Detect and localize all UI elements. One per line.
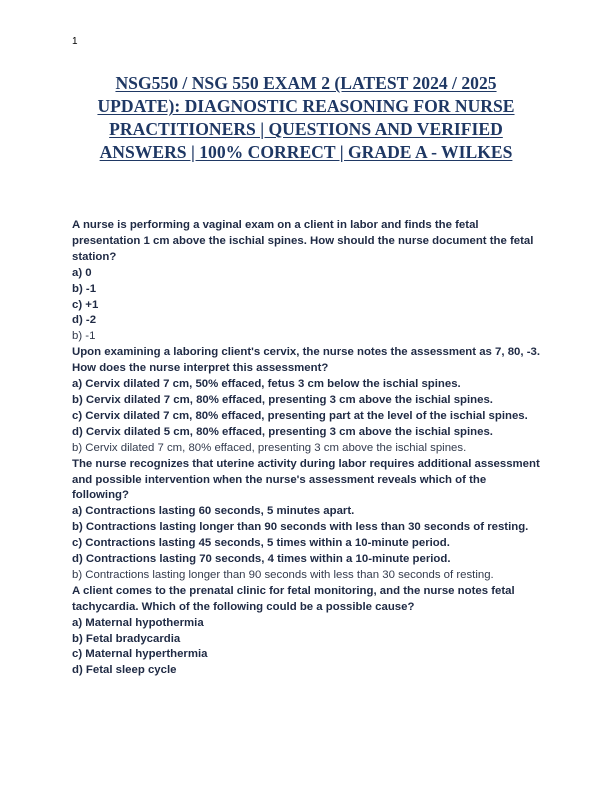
- answer-option: c) Cervix dilated 7 cm, 80% effaced, presenting part at the level of the ischial spines.: [72, 409, 528, 422]
- page-number: 1: [72, 36, 78, 47]
- answer-option: c) +1: [72, 298, 99, 311]
- answer-option: b) Fetal bradycardia: [72, 632, 181, 645]
- answer-option: d) -2: [72, 314, 97, 327]
- question-text: The nurse recognizes that uterine activity during labor requires additional assessment and possible intervention when the nurse's assessment reveals which of the following?: [72, 457, 540, 502]
- correct-answer: b) -1: [72, 330, 96, 343]
- answer-option: a) Cervix dilated 7 cm, 50% effaced, fetus 3 cm below the ischial spines.: [72, 378, 461, 391]
- answer-option: c) Contractions lasting 45 seconds, 5 times within a 10-minute period.: [72, 537, 450, 550]
- question-text: A nurse is performing a vaginal exam on a client in labor and finds the fetal presentation 1 cm above the ischial spines. How should the nurse document the fetal station?: [72, 219, 534, 263]
- answer-option: b) -1: [72, 282, 97, 295]
- document-title: NSG550 / NSG 550 EXAM 2 (LATEST 2024 / 2025 UPDATE): DIAGNOSTIC REASONING FOR NURSE PRACTITIONERS | QUESTIONS AND VERIFIED ANSWERS | 100% CORRECT | GRADE A - WILKES: [97, 73, 515, 162]
- question-text: Upon examining a laboring client's cervix, the nurse notes the assessment as 7, 80, -3. How does the nurse interpret this assessment?: [72, 346, 540, 375]
- answer-option: b) Contractions lasting longer than 90 seconds with less than 30 seconds of resting.: [72, 521, 529, 534]
- answer-option: c) Maternal hyperthermia: [72, 648, 208, 661]
- answer-option: a) Maternal hypothermia: [72, 616, 204, 629]
- question-list: [72, 218, 542, 679]
- answer-option: d) Cervix dilated 5 cm, 80% effaced, presenting 3 cm above the ischial spines.: [72, 425, 493, 438]
- answer-option: d) Contractions lasting 70 seconds, 4 times within a 10-minute period.: [72, 553, 451, 566]
- correct-answer: b) Cervix dilated 7 cm, 80% effaced, presenting 3 cm above the ischial spines.: [72, 441, 467, 454]
- question-text: A client comes to the prenatal clinic for fetal monitoring, and the nurse notes fetal tachycardia. Which of the following could be a possible cause?: [72, 584, 515, 613]
- answer-option: a) Contractions lasting 60 seconds, 5 minutes apart.: [72, 505, 355, 518]
- answer-option: a) 0: [72, 266, 92, 279]
- answer-option: d) Fetal sleep cycle: [72, 664, 177, 677]
- answer-option: b) Cervix dilated 7 cm, 80% effaced, presenting 3 cm above the ischial spines.: [72, 393, 493, 406]
- correct-answer: b) Contractions lasting longer than 90 seconds with less than 30 seconds of resting.: [72, 568, 494, 581]
